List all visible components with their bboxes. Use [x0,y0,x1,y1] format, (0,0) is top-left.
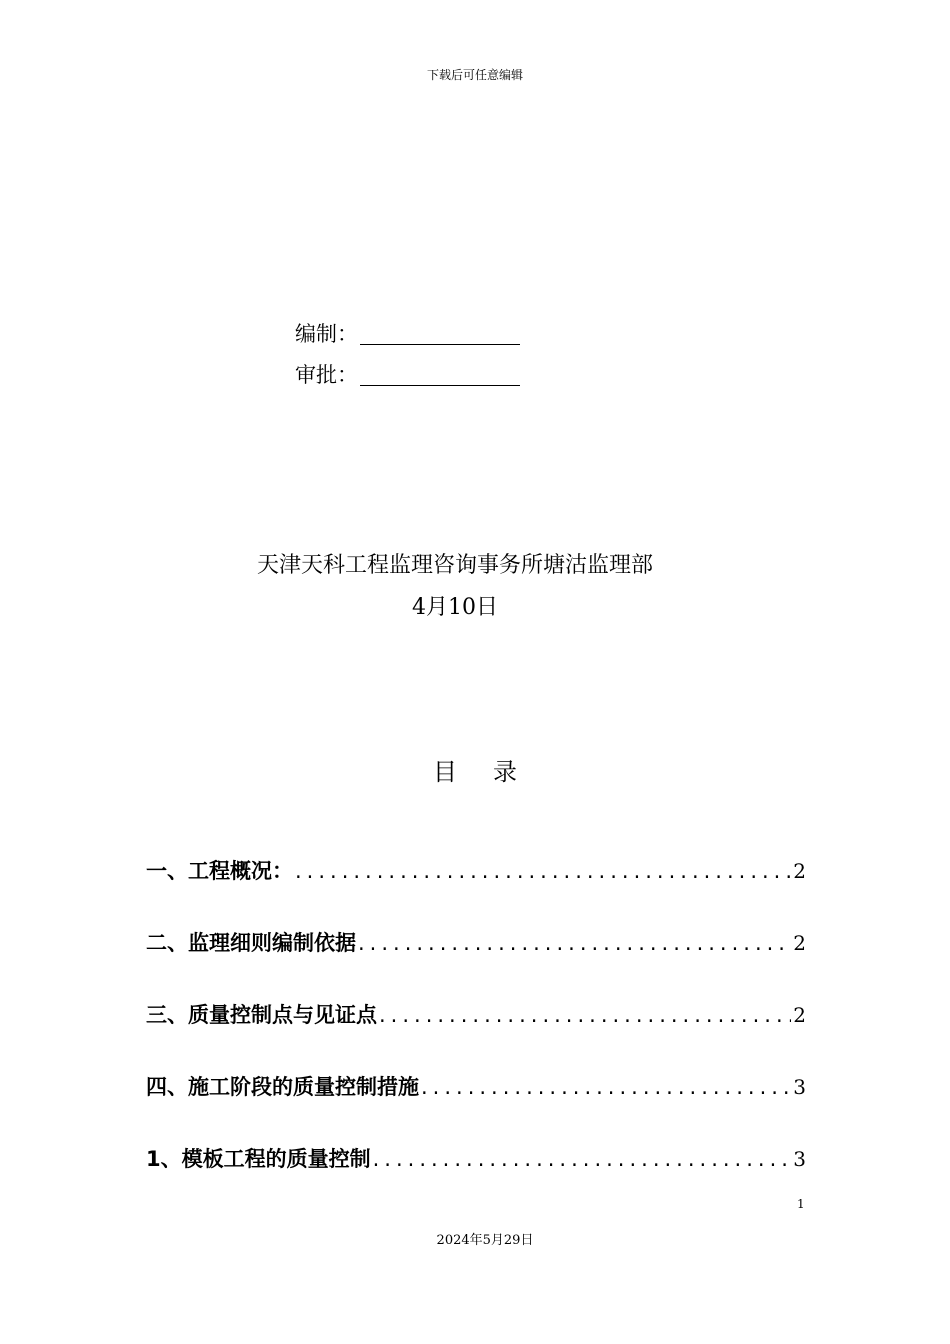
compiled-by-label: 编制： [295,322,358,346]
cover-date [0,590,910,621]
toc-leader-dots [295,859,791,883]
toc-entry-page: 2 [793,859,806,883]
toc-title: 目录 [433,758,553,786]
table-of-contents [146,855,806,1215]
toc-entry[interactable] [146,1143,806,1215]
approved-by-blank-line [360,365,520,386]
cover-date-day-unit: 日 [476,595,499,620]
toc-leader-dots [379,1003,791,1027]
toc-entry[interactable] [146,927,806,999]
footer-date: 2024年5月29日 [436,1233,534,1248]
toc-entry-label: 三、质量控制点与见证点 [146,1003,377,1027]
page-number: 1 [797,1197,805,1211]
cover-date-month-unit: 月 [425,595,448,620]
toc-entry-label: 二、监理细则编制依据 [146,931,356,955]
toc-leader-dots [421,1075,791,1099]
organization-name: 天津天科工程监理咨询事务所塘沽监理部 [256,553,653,578]
toc-entry-page: 3 [793,1147,806,1171]
toc-leader-dots [358,931,791,955]
approved-by-field [295,359,520,389]
compiled-by-field [295,318,520,348]
compiled-by-blank-line [360,324,520,345]
toc-entry-page: 3 [793,1075,806,1099]
toc-entry[interactable] [146,999,806,1071]
toc-entry-page: 2 [793,1003,806,1027]
toc-entry-label: 1、模板工程的质量控制 [146,1147,371,1171]
approved-by-label: 审批： [295,363,358,387]
toc-entry[interactable] [146,855,806,927]
toc-entry[interactable] [146,1071,806,1143]
toc-entry-page: 2 [793,931,806,955]
toc-leader-dots [373,1147,792,1171]
toc-entry-label: 四、施工阶段的质量控制措施 [146,1075,419,1099]
header-note: 下载后可任意编辑 [426,68,523,82]
cover-date-day: 10 [448,595,476,620]
toc-entry-label: 一、工程概况： [146,859,293,883]
cover-date-month: 4 [411,595,426,620]
